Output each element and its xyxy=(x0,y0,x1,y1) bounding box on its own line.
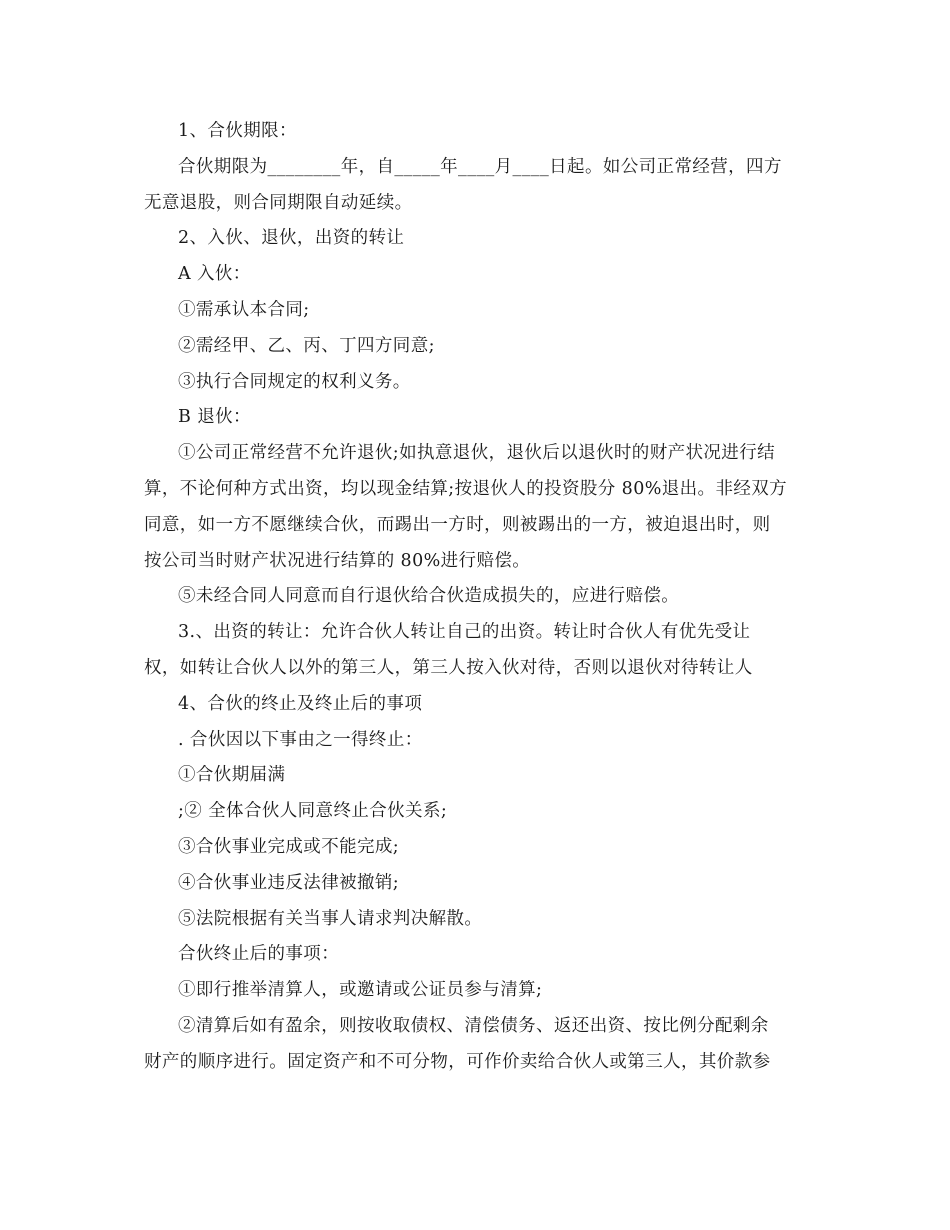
paragraph-line: 财产的顺序进行。固定资产和不可分物，可作价卖给合伙人或第三人，其价款参 xyxy=(144,1051,771,1072)
section-title-term: 1、合伙期限： xyxy=(178,121,297,141)
paragraph-line: . 合伙因以下事由之一得终止： xyxy=(178,729,423,750)
list-item: ③执行合同规定的权利义务。 xyxy=(178,371,411,392)
paragraph-line: 算，不论何种方式出资，均以现金结算;按退伙人的投资股分 80%退出。非经双方 xyxy=(144,478,788,499)
list-item: ;② 全体合伙人同意终止合伙关系; xyxy=(178,801,448,822)
paragraph-line: 权，如转让合伙人以外的第三人，第三人按入伙对待，否则以退伙对待转让人 xyxy=(144,657,753,678)
list-item: ⑤未经合同人同意而自行退伙给合伙造成损失的，应进行赔偿。 xyxy=(178,586,680,607)
paragraph-line: 合伙期限为________年，自_____年____月____日起。如公司正常经营，四方 xyxy=(178,156,782,177)
subsection-title-join: A 入伙： xyxy=(178,264,251,285)
list-item: ⑤法院根据有关当事人请求判决解散。 xyxy=(178,908,483,929)
list-item: ①即行推举清算人，或邀请或公证员参与清算; xyxy=(178,980,543,1001)
subsection-title-exit: B 退伙： xyxy=(178,407,251,428)
list-item: ④合伙事业违反法律被撤销; xyxy=(178,872,400,893)
document-body xyxy=(144,114,804,1081)
paragraph-line: ②清算后如有盈余，则按收取债权、清偿债务、返还出资、按比例分配剩余 xyxy=(178,1015,769,1036)
paragraph-line: 按公司当时财产状况进行结算的 80%进行赔偿。 xyxy=(144,550,531,571)
list-item: ①需承认本合同; xyxy=(178,299,310,320)
section-title-join-exit: 2、入伙、退伙，出资的转让 xyxy=(178,228,405,249)
paragraph-line: 无意退股，则合同期限自动延续。 xyxy=(144,192,413,213)
subsection-title-after-termination: 合伙终止后的事项： xyxy=(178,944,340,965)
section-title-termination: 4、合伙的终止及终止后的事项 xyxy=(178,693,423,714)
paragraph-line: 3.、出资的转让：允许合伙人转让自己的出资。转让时合伙人有优先受让 xyxy=(178,622,751,643)
list-item: ①合伙期届满 xyxy=(178,765,286,786)
list-item: ③合伙事业完成或不能完成; xyxy=(178,836,400,857)
paragraph-line: 同意，如一方不愿继续合伙，而踢出一方时，则被踢出的一方，被迫退出时，则 xyxy=(144,514,771,535)
list-item: ②需经甲、乙、丙、丁四方同意; xyxy=(178,335,435,356)
paragraph-line: ①公司正常经营不允许退伙;如执意退伙，退伙后以退伙时的财产状况进行结 xyxy=(178,443,775,464)
